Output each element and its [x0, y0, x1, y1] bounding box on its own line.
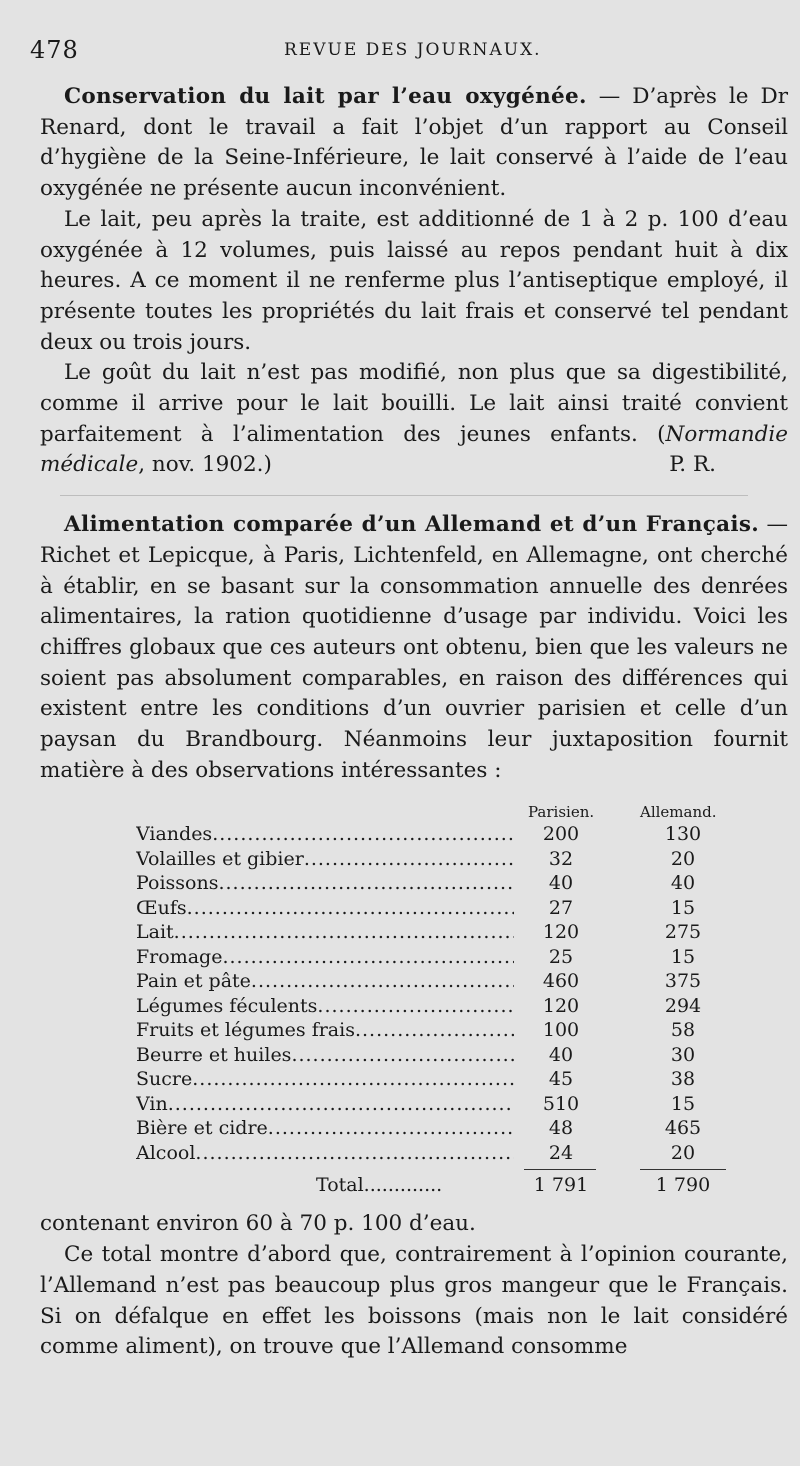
article1-source-date: , nov. 1902.) [138, 452, 272, 478]
row-value-allemand: 294 [664, 994, 702, 1017]
row-label: Fromage ..... [136, 945, 514, 970]
row-value-allemand: 58 [670, 1019, 696, 1042]
row-label: Alcool ..... [136, 1141, 514, 1166]
running-head: REVUE DES JOURNAUX. [284, 40, 542, 60]
row-value-parisien: 48 [548, 1117, 574, 1140]
row-value-allemand: 38 [670, 1068, 696, 1091]
row-value-parisien: 25 [548, 945, 574, 968]
row-value-parisien: 40 [548, 872, 574, 895]
row-value-parisien: 120 [542, 994, 580, 1017]
row-value-parisien: 27 [548, 896, 574, 919]
row-value-parisien: 100 [542, 1019, 580, 1042]
table-row [40, 896, 788, 921]
column-header-allemand: Allemand. [640, 803, 717, 822]
article1-signature: P. R. [669, 452, 716, 478]
row-value-parisien: 45 [548, 1068, 574, 1091]
total-allemand: 1 790 [655, 1174, 711, 1197]
total-label: Total............. [316, 1174, 443, 1197]
row-value-allemand: 15 [670, 1092, 696, 1115]
row-value-allemand: 15 [670, 896, 696, 919]
table-row [40, 1018, 788, 1043]
row-value-parisien: 32 [548, 847, 574, 870]
row-value-parisien: 510 [542, 1092, 580, 1115]
row-label: Viandes ..... [136, 822, 514, 847]
article1-source: Normandie médicale [40, 421, 788, 478]
total-rules [40, 1165, 788, 1173]
table-row [40, 945, 788, 970]
row-label: Lait ..... [136, 920, 514, 945]
section-divider [60, 495, 748, 496]
row-value-parisien: 120 [542, 921, 580, 944]
total-rule-parisien [524, 1169, 596, 1170]
article1-title: Conservation du lait par l’eau oxygénée. [64, 84, 587, 109]
row-value-parisien: 460 [542, 970, 580, 993]
row-label: Poissons ..... [136, 871, 514, 896]
article2-title: Alimentation comparée d’un Allemand et d’un Français. [64, 512, 760, 538]
table-row [40, 920, 788, 945]
row-label: Sucre ..... [136, 1067, 514, 1092]
article1-paragraph-2: Le lait, peu après la traite, est additionné de 1 à 2 p. 100 d’eau oxygénée à 12 volumes, puis laissé au repos pendant huit à dix heures. A ce moment il ne renferme plus l’antiseptique employé, il présente toutes les propriétés du lait frais et conservé tel pendant deux ou trois jours. [40, 206, 788, 355]
table-row [40, 969, 788, 994]
row-value-allemand: 275 [664, 921, 702, 944]
article1-text-3: Le goût du lait n’est pas modifié, non plus que sa digestibilité, comme il arrive pour le lait bouilli. Le lait ainsi traité convient parfaitement à l’alimentation des jeunes enfants. ( [40, 360, 788, 447]
table-row [40, 1116, 788, 1141]
row-label: Bière et cidre ..... [136, 1116, 514, 1141]
page-number: 478 [30, 36, 79, 64]
food-table [40, 800, 788, 1201]
page-header [30, 36, 780, 70]
row-label: Volailles et gibier ..... [136, 847, 514, 872]
page-body [40, 82, 788, 1363]
total-rule-allemand [640, 1169, 726, 1170]
row-value-allemand: 130 [664, 823, 702, 846]
article1-paragraph-1 [40, 82, 788, 205]
article1-paragraph-3 [40, 358, 788, 481]
article2-text-1: — Richet et Lepicque, à Paris, Lichtenfeld, en Allemagne, ont cherché à établir, en se basant sur la consommation annuelle des denrées alimentaires, la ration quotidienne d’usage par individu. Voici les chiffres globaux que ces auteurs ont obtenu, bien que les valeurs ne soient pas absolument comparables, en raison des différences qui existent entre les conditions d’un ouvrier parisien et celle d’un paysan du Brandbourg. Néanmoins leur juxtaposition fournit matière à des observations intéressantes : [40, 512, 788, 783]
article2-paragraph-1 [40, 510, 788, 786]
table-row [40, 1092, 788, 1117]
table-header [40, 800, 788, 822]
table-row [40, 822, 788, 847]
column-header-parisien: Parisien. [528, 803, 595, 822]
row-value-allemand: 15 [670, 945, 696, 968]
row-label: Pain et pâte ..... [136, 969, 514, 994]
table-body [40, 822, 788, 1165]
row-value-allemand: 40 [670, 872, 696, 895]
row-label: Beurre et huiles ..... [136, 1043, 514, 1068]
row-value-parisien: 24 [548, 1141, 574, 1164]
row-value-parisien: 40 [548, 1043, 574, 1066]
table-row [40, 871, 788, 896]
row-value-parisien: 200 [542, 823, 580, 846]
row-value-allemand: 375 [664, 970, 702, 993]
table-row [40, 1141, 788, 1166]
table-row [40, 1067, 788, 1092]
table-row [40, 847, 788, 872]
after-table-paragraph-1: contenant environ 60 à 70 p. 100 d’eau. [40, 1211, 476, 1237]
article1-text-1: — D’après le Dr Renard, dont le travail a fait l’objet d’un rapport au Conseil d’hygiène de la Seine-Inférieure, le lait conservé à l’aide de l’eau oxygénée ne présente aucun inconvénient. [40, 84, 789, 202]
row-label: Fruits et légumes frais ..... [136, 1018, 514, 1043]
row-value-allemand: 20 [670, 1141, 696, 1164]
row-label: Vin ..... [136, 1092, 514, 1117]
row-value-allemand: 465 [664, 1117, 702, 1140]
row-value-allemand: 30 [670, 1043, 696, 1066]
row-value-allemand: 20 [670, 847, 696, 870]
total-parisien: 1 791 [533, 1174, 589, 1197]
table-row [40, 994, 788, 1019]
table-row [40, 1043, 788, 1068]
row-label: Œufs ..... [136, 896, 514, 921]
total-row [40, 1173, 788, 1201]
row-label: Légumes féculents ..... [136, 994, 514, 1019]
after-table-paragraph-2: Ce total montre d’abord que, contrairement à l’opinion courante, l’Allemand n’est pas beaucoup plus gros mangeur que le Français. Si on défalque en effet les boissons (mais non le lait considéré comme aliment), on trouve que l’Allemand consomme [40, 1242, 788, 1360]
